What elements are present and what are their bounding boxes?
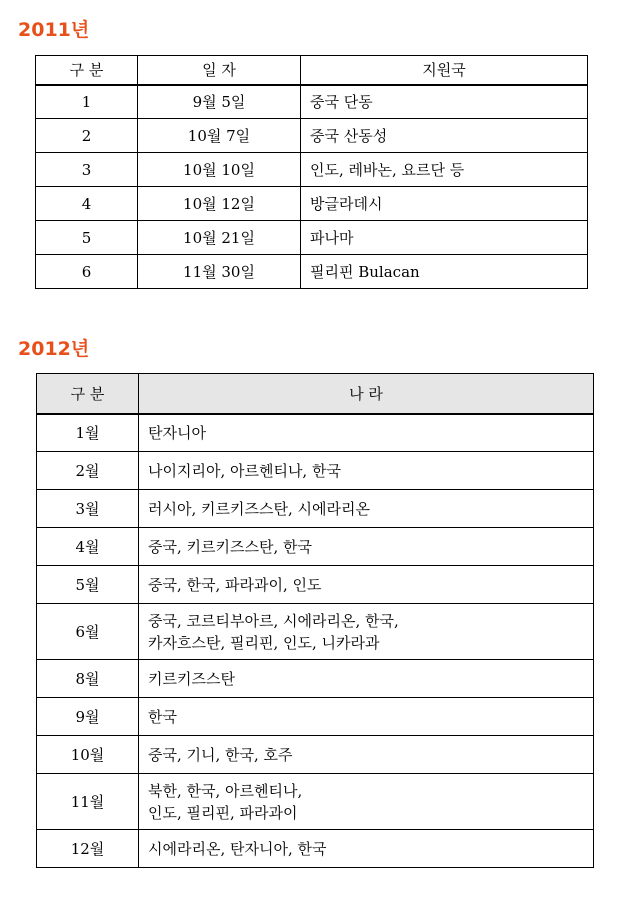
row-month: 1월 [37,414,139,452]
table-header-row [37,374,594,414]
table-row [37,774,594,830]
row-number: 2 [36,119,138,153]
table-row [36,119,588,153]
row-countries: 중국, 기니, 한국, 호주 [139,736,594,774]
row-country: 방글라데시 [301,187,588,221]
table-row [36,221,588,255]
row-date: 10월 12일 [138,187,301,221]
row-month: 9월 [37,698,139,736]
row-countries: 북한, 한국, 아르헨티나, 인도, 필리핀, 파라과이 [139,774,594,830]
row-country: 인도, 레바논, 요르단 등 [301,153,588,187]
row-countries: 중국, 키르키즈스탄, 한국 [139,528,594,566]
table-row [36,85,588,119]
row-date: 11월 30일 [138,255,301,289]
row-month: 2월 [37,452,139,490]
row-number: 4 [36,187,138,221]
row-number: 1 [36,85,138,119]
row-month: 11월 [37,774,139,830]
row-number: 6 [36,255,138,289]
row-month: 5월 [37,566,139,604]
row-month: 10월 [37,736,139,774]
row-month: 4월 [37,528,139,566]
row-countries: 나이지리아, 아르헨티나, 한국 [139,452,594,490]
row-country: 파나마 [301,221,588,255]
row-date: 10월 10일 [138,153,301,187]
header-date: 일 자 [138,56,301,85]
header-country: 지원국 [301,56,588,85]
table-row [36,255,588,289]
row-month: 12월 [37,830,139,868]
row-number: 3 [36,153,138,187]
table-row [37,660,594,698]
row-date: 9월 5일 [138,85,301,119]
table-row [37,452,594,490]
row-countries: 탄자니아 [139,414,594,452]
support-table-2011 [35,55,588,289]
table-row [37,414,594,452]
row-countries: 시에라리온, 탄자니아, 한국 [139,830,594,868]
header-category: 구 분 [37,374,139,414]
row-month: 3월 [37,490,139,528]
header-category: 구 분 [36,56,138,85]
section-title-2011: 2011년 [18,19,90,41]
header-country: 나 라 [139,374,594,414]
row-country: 필리핀 Bulacan [301,255,588,289]
row-countries: 키르키즈스탄 [139,660,594,698]
table-header-row [36,56,588,85]
section-title-2012: 2012년 [18,338,90,360]
row-countries: 러시아, 키르키즈스탄, 시에라리온 [139,490,594,528]
row-number: 5 [36,221,138,255]
row-date: 10월 21일 [138,221,301,255]
support-table-2012 [36,373,594,868]
row-countries: 중국, 코르티부아르, 시에라리온, 한국, 카자흐스탄, 필리핀, 인도, 니카라과 [139,604,594,660]
table-row [37,830,594,868]
table-row [37,698,594,736]
row-month: 8월 [37,660,139,698]
row-countries: 중국, 한국, 파라과이, 인도 [139,566,594,604]
row-date: 10월 7일 [138,119,301,153]
table-row [37,490,594,528]
row-country: 중국 산동성 [301,119,588,153]
table-row [37,528,594,566]
row-countries: 한국 [139,698,594,736]
table-row [36,153,588,187]
table-row [37,566,594,604]
row-country: 중국 단동 [301,85,588,119]
table-row [37,736,594,774]
table-row [37,604,594,660]
row-month: 6월 [37,604,139,660]
table-row [36,187,588,221]
